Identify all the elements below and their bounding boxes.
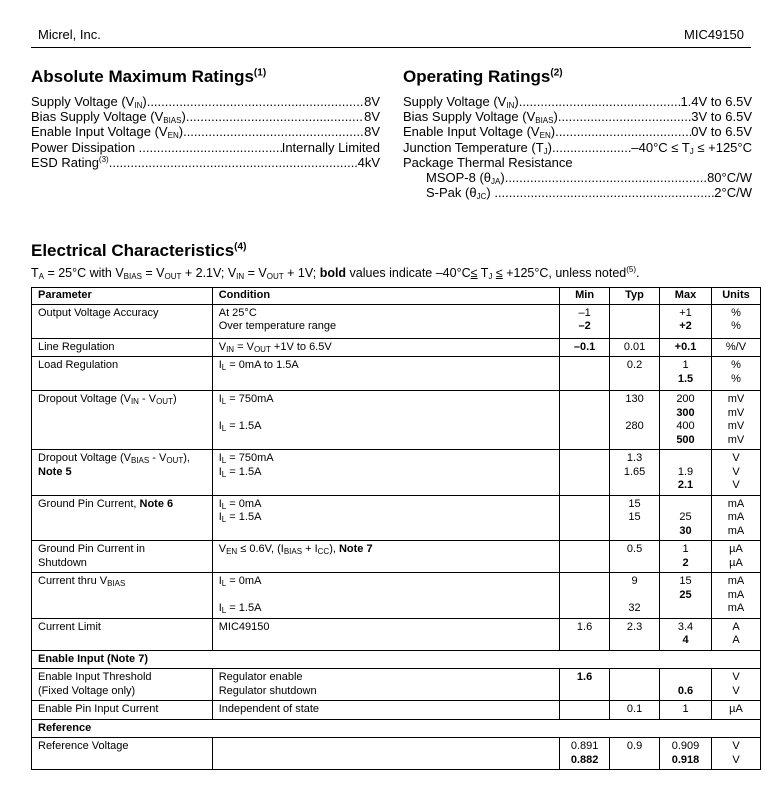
ec-table — [31, 287, 761, 770]
abs-max-item: ESD Rating$^{(3)}$ ..... 4kV — [31, 155, 380, 170]
ec-title: Electrical Characteristics$^{(4)}$ — [31, 241, 247, 260]
pkg-item: MSOP-8 $(\theta_{JA})$ ..... 80°C/W — [403, 170, 752, 185]
section-row-reference: Reference — [32, 719, 761, 738]
op-item: Junction Temperature $(T_J)$ ..... $-40^\circ C \le T_J \le +125^\circ C$ — [403, 140, 752, 155]
pkg-title: Package Thermal Resistance — [403, 154, 573, 170]
table-row: Dropout Voltage $(V_{IN} - V_{OUT})$ $I_L = 750mA$ $I_L = 1.5A$ 130 280 200 300 400 500 mV mV mV mV — [32, 391, 761, 450]
table-row: Output Voltage Accuracy At 25°C Over temperature range –1 –2 +1 +2 % % — [32, 304, 761, 338]
op-item: Supply Voltage $(V_{IN})$ ..... 1.4V to 6.5V — [403, 94, 752, 109]
table-row: Ground Pin Current, Note 6 $I_L = 0mA$ $I_L = 1.5A$ 15 15 25 30 mA mA mA — [32, 495, 761, 541]
abs-max-list — [31, 94, 380, 170]
table-row: Line Regulation $V_{IN} = V_{OUT} +1V$ to 6.5V –0.1 0.01 +0.1 %/V — [32, 338, 761, 357]
op-ratings-list — [403, 94, 752, 200]
header-rule — [31, 47, 751, 48]
table-row: Reference Voltage 0.891 0.882 0.9 0.909 0.918 V V — [32, 738, 761, 770]
abs-max-title: Absolute Maximum Ratings$^{(1)}$ — [31, 67, 267, 86]
op-item: Enable Input Voltage $(V_{EN})$ ..... 0V to 6.5V — [403, 124, 752, 139]
col-max: Max — [660, 288, 712, 305]
op-item: Bias Supply Voltage $(V_{BIAS})$. ..... 3V to 6.5V — [403, 109, 752, 124]
table-header-row — [32, 288, 761, 305]
table-row: Enable Pin Input Current Independent of state 0.1 1 µA — [32, 701, 761, 720]
col-units: Units — [711, 288, 760, 305]
col-param: Parameter — [32, 288, 213, 305]
abs-max-item: Enable Input Voltage $(V_{EN})$ ..... 8V — [31, 124, 380, 139]
abs-max-item: Power Dissipation ..... Internally Limited — [31, 140, 380, 155]
abs-max-item: Supply Voltage $(V_{IN})$ ..... 8V — [31, 94, 380, 109]
table-row: Dropout Voltage $(V_{BIAS} - V_{OUT})$, Note 5 $I_L = 750mA$ $I_L = 1.5A$ 1.3 1.65 1.9 2.1 V V V — [32, 450, 761, 496]
table-row: Load Regulation $I_L = 0mA$ to 1.5A 0.2 1 1.5 % % — [32, 357, 761, 391]
section-row-enable: Enable Input (Note 7) — [32, 650, 761, 669]
col-typ: Typ — [610, 288, 660, 305]
table-row: Current thru $V_{BIAS}$ $I_L = 0mA$ $I_L = 1.5A$ 9 32 15 25 mA mA mA — [32, 573, 761, 619]
ec-conditions: $T_A = 25^\circ C$ with $V_{BIAS} = V_{OUT} + 2.1V$; $V_{IN} = V_{OUT} + 1V$; bold values indicate $-40^\circ C\le T_J \le +125^\circ C$, unless noted$^{(5)}$. — [31, 265, 640, 281]
table-row: Current Limit MIC49150 1.6 2.3 3.4 4 A A — [32, 618, 761, 650]
abs-max-item: Bias Supply Voltage $(V_{BIAS})$. ..... 8V — [31, 109, 380, 124]
table-row: Enable Input Threshold (Fixed Voltage only) Regulator enable Regulator shutdown 1.6 0.6 V V — [32, 669, 761, 701]
op-ratings-title: Operating Ratings$^{(2)}$ — [403, 67, 563, 86]
pkg-item: S-Pak $(\theta_{JC})$ ..... 2°C/W — [403, 185, 752, 200]
col-min: Min — [560, 288, 610, 305]
company-name: Micrel, Inc. — [38, 27, 101, 42]
part-number: MIC49150 — [684, 27, 744, 42]
col-cond: Condition — [212, 288, 559, 305]
table-row: Ground Pin Current in Shutdown $V_{EN} \le 0.6V$, $(I_{BIAS} + I_{CC})$, Note 7 0.5 1 2 µA µA — [32, 541, 761, 573]
